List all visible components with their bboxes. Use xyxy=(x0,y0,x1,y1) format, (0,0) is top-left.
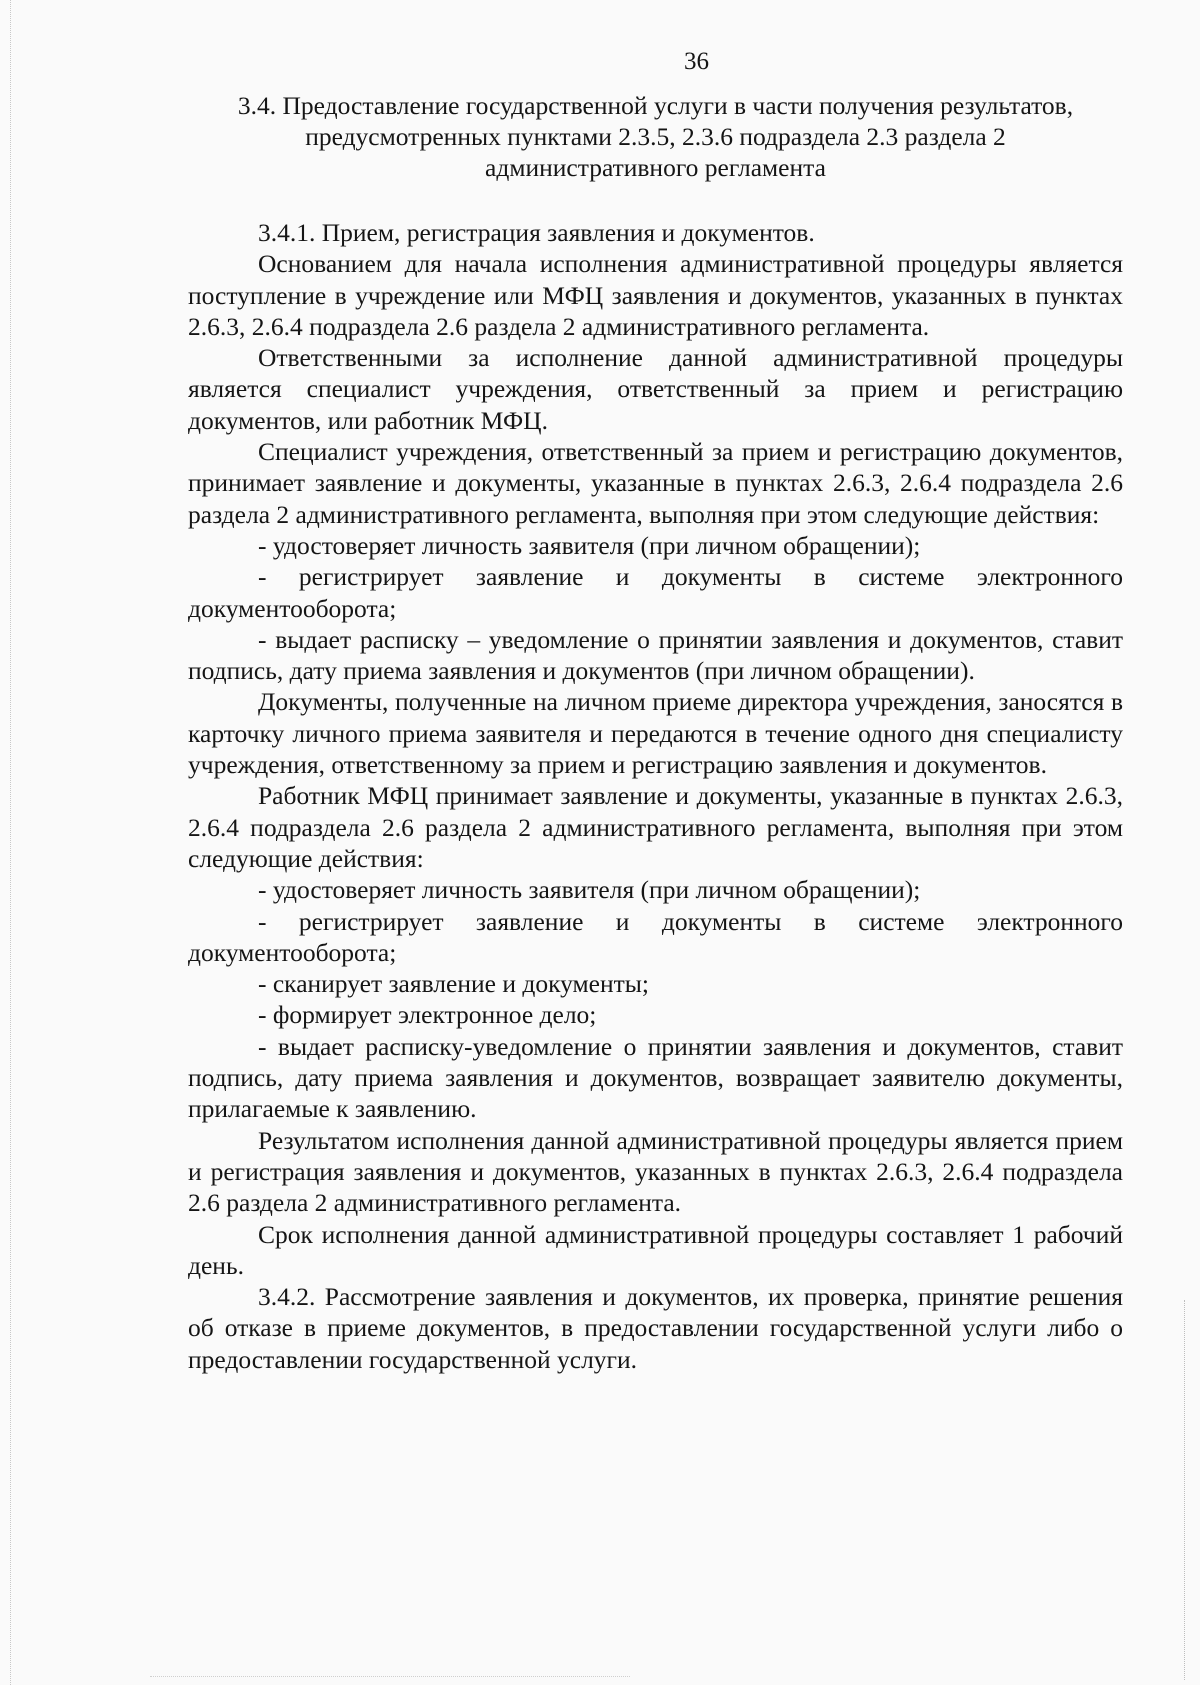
page-number: 36 xyxy=(684,48,709,75)
list-item: - удостоверяет личность заявителя (при личном обращении); xyxy=(258,875,921,905)
list-item: - выдает расписку – уведомление о принятии заявления и документов, ставит подпись, дату приема заявления и документов (при личном обращении). xyxy=(188,624,1123,686)
paragraph-director-reception: Документы, полученные на личном приеме директора учреждения, заносятся в карточку личного приема заявителя и передаются в течение одного дня специалисту учреждения, ответственному за прием и регистрацию заявления и документов. xyxy=(188,687,1123,780)
body-text xyxy=(188,217,1123,1375)
paragraph-mfc-actions: Работник МФЦ принимает заявление и документы, указанные в пунктах 2.6.3, 2.6.4 подраздела 2.6 раздела 2 административного регламента, выполняя при этом следующие действия: xyxy=(188,781,1123,873)
paragraph-responsible: Ответственными за исполнение данной административной процедуры является специалист учреждения, ответственный за прием и регистрацию документов, или работник МФЦ. xyxy=(188,343,1123,435)
list-item: - выдает расписку-уведомление о принятии заявления и документов, ставит подпись, дату приема заявления и документов, возвращает заявителю документы, прилагаемые к заявлению. xyxy=(188,1031,1123,1124)
list-item: - удостоверяет личность заявителя (при личном обращении); xyxy=(258,530,921,560)
section-heading-line-3: административного регламента xyxy=(485,153,826,182)
subsection-3-4-1-title: 3.4.1. Прием, регистрация заявления и документов. xyxy=(258,218,815,247)
list-item: - сканирует заявление и документы; xyxy=(258,969,649,999)
section-heading-line-2: предусмотренных пунктами 2.3.5, 2.3.6 подраздела 2.3 раздела 2 xyxy=(305,122,1006,151)
list-item: - регистрирует заявление и документы в системе электронного документооборота; xyxy=(188,562,1123,623)
paragraph-term: Срок исполнения данной административной процедуры составляет 1 рабочий день. xyxy=(188,1219,1123,1280)
scan-edge-bottom xyxy=(150,1676,630,1678)
list-item: - формирует электронное дело; xyxy=(258,1000,597,1030)
list-item: - регистрирует заявление и документы в системе электронного документооборота; xyxy=(188,906,1123,967)
subsection-3-4-2-title: 3.4.2. Рассмотрение заявления и документов, их проверка, принятие решения об отказе в приеме документов, в предоставлении государственной услуги либо о предоставлении государственной услуги. xyxy=(188,1282,1123,1374)
scan-edge-left xyxy=(10,0,12,1685)
scan-edge-right xyxy=(1184,1300,1186,1680)
section-heading-line-1: 3.4. Предоставление государственной услуги в части получения результатов, xyxy=(237,91,1074,120)
paragraph-basis: Основанием для начала исполнения административной процедуры является поступление в учреждение или МФЦ заявления и документов, указанных в пунктах 2.6.3, 2.6.4 подраздела 2.6 раздела 2 административного регламента. xyxy=(188,249,1123,341)
section-heading xyxy=(188,90,1123,183)
document-page xyxy=(188,48,1123,1375)
paragraph-specialist-actions: Специалист учреждения, ответственный за прием и регистрацию документов, принимает заявление и документы, указанные в пунктах 2.6.3, 2.6.4 подраздела 2.6 раздела 2 административного регламента, выполняя при этом следующие действия: xyxy=(188,437,1123,529)
paragraph-result: Результатом исполнения данной административной процедуры является прием и регистрация заявления и документов, указанных в пунктах 2.6.3, 2.6.4 подраздела 2.6 раздела 2 административного регламента. xyxy=(188,1125,1123,1218)
